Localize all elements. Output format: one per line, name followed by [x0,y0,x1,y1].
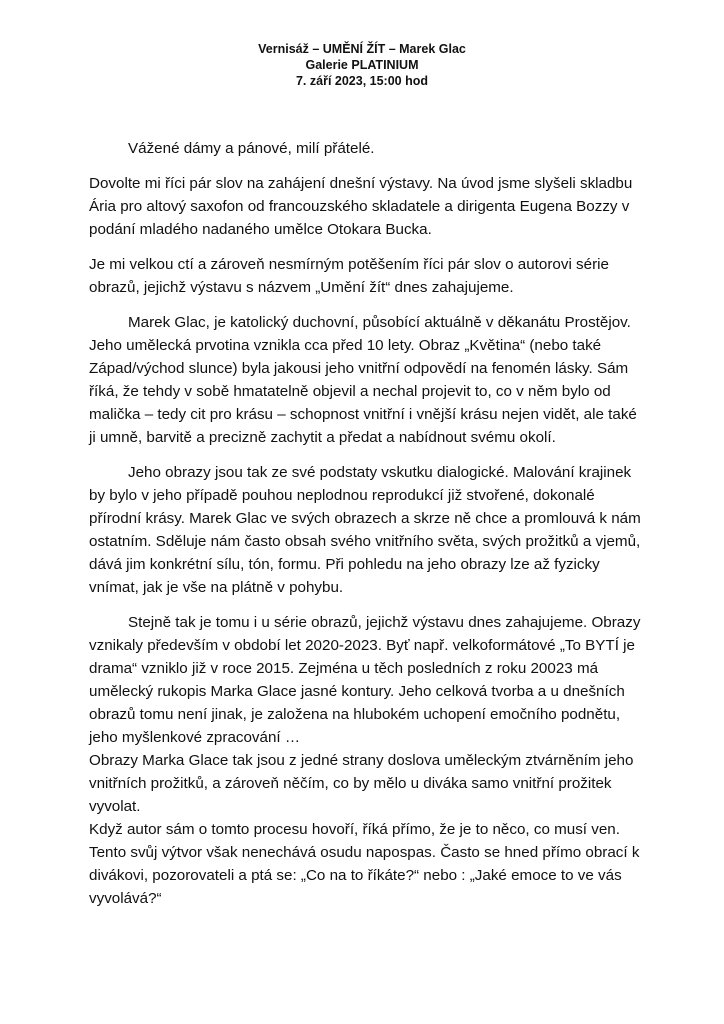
honor-paragraph: Je mi velkou ctí a zároveň nesmírným potěšením říci pár slov o autorovi série obrazů, jejichž výstavu s názvem „Umění žít“ dnes zahajujeme. [89,256,609,296]
speech-body [89,137,641,910]
gallery-name: Galerie PLATINIUM [305,58,419,72]
greeting-paragraph: Vážené dámy a pánové, milí přátelé. [128,140,375,157]
paintings-paragraph: Obrazy Marka Glace tak jsou z jedné strany doslova uměleckým ztvárněním jeho vnitřních prožitků, a zároveň něčím, co by mělo u diváka samo vnitřní prožitek vyvolat. [89,752,634,815]
closing-paragraph: Když autor sám o tomto procesu hovoří, říká přímo, že je to něco, co musí ven. Tento svůj výtvor však nenechává osudu napospas. Často se hned přímo obrací k divákovi, pozorovateli a ptá se: „Co na to říkáte?“ nebo : „Jaké emoce to ve vás vyvolává?“ [89,821,640,907]
event-title: Vernisáž – UMĚNÍ ŽÍT – Marek Glac [258,42,466,56]
document-header [0,41,724,89]
author-bio-paragraph: Marek Glac, je katolický duchovní, působící aktuálně v děkanátu Prostějov. Jeho umělecká prvotina vznikla cca před 10 lety. Obraz „Květina“ (nebo také Západ/východ slunce) byla jakousi jeho vnitřní odpovědí na fenomén lásky. Sám říká, že tehdy v sobě hmatatelně objevil a nechal projevit to, co v něm bylo od malička – tedy cit pro krásu – schopnost vnitřní i vnější krásu nejen vidět, ale také ji umně, barvitě a precizně zachytit a předat a nabídnout svému okolí. [89,314,637,446]
dialogue-paragraph: Jeho obrazy jsou tak ze své podstaty vskutku dialogické. Malování krajinek by bylo v jeho případě pouhou neplodnou reprodukcí již stvořené, dokonalé přírodní krásy. Marek Glac ve svých obrazech a skrze ně chce a promlouvá k nám ostatním. Sděluje nám často obsah svého vnitřního světa, svých prožitků a vjemů, dává jim konkrétní sílu, tón, formu. Při pohledu na jeho obrazy lze až fyzicky vnímat, jak je vše na plátně v pohybu. [89,464,641,596]
intro-paragraph: Dovolte mi říci pár slov na zahájení dnešní výstavy. Na úvod jsme slyšeli skladbu Ária pro altový saxofon od francouzského skladatele a dirigenta Eugena Bozzy v podání mladého nadaného umělce Otokara Bucka. [89,175,633,238]
event-date: 7. září 2023, 15:00 hod [295,74,428,88]
series-paragraph: Stejně tak je tomu i u série obrazů, jejichž výstavu dnes zahajujeme. Obrazy vznikaly především v období let 2020-2023. Byť např. velkoformátové „To BYTÍ je drama“ vzniklo již v roce 2015. Zejména u těch posledních z roku 20023 má umělecký rukopis Marka Glace jasné kontury. Jeho celková tvorba a u dnešních obrazů tomu není jinak, je založena na hlubokém uchopení emočního podnětu, jeho myšlenkové zpracování … [89,614,641,746]
